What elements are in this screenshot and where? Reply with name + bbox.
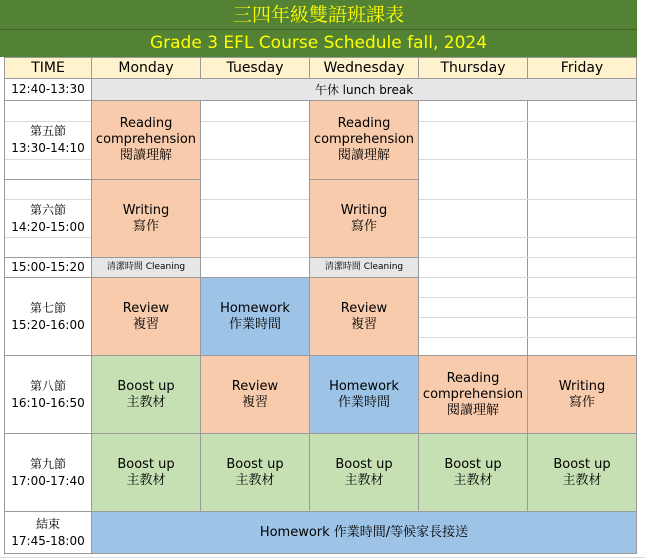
time-period-5 bbox=[4, 100, 92, 180]
period-5-time: 13:30-14:10 bbox=[11, 141, 85, 155]
title-english: Grade 3 EFL Course Schedule fall, 2024 bbox=[0, 30, 637, 57]
subject-zh: 閱讀理解 bbox=[337, 148, 390, 163]
thursday-period-8 bbox=[418, 355, 528, 434]
gridline bbox=[5, 199, 91, 200]
subject-zh: 複習 bbox=[241, 394, 268, 410]
gridline bbox=[419, 257, 636, 258]
gridline bbox=[419, 237, 636, 238]
gridline bbox=[201, 237, 309, 238]
subject-en: Review bbox=[340, 300, 388, 316]
time-cleaning: 15:00-15:20 bbox=[4, 257, 92, 278]
title-chinese: 三四年級雙語班課表 bbox=[0, 0, 637, 30]
gridline bbox=[419, 159, 636, 160]
subject-zh: 主教材 bbox=[235, 472, 275, 488]
header-tuesday: Tuesday bbox=[200, 57, 310, 79]
gridline bbox=[201, 159, 309, 160]
homework-pickup-block: Homework 作業時間/等候家長接送 bbox=[91, 511, 637, 554]
gridline bbox=[419, 199, 636, 200]
gridline bbox=[201, 199, 309, 200]
subject-en: Homework bbox=[220, 300, 290, 316]
wednesday-period-6 bbox=[309, 179, 419, 258]
header-thursday: Thursday bbox=[418, 57, 528, 79]
period-8-time: 16:10-16:50 bbox=[11, 395, 85, 410]
gridline bbox=[5, 159, 91, 160]
gridline bbox=[0, 557, 645, 558]
subject-zh: 作業時間 bbox=[228, 316, 281, 332]
subject-zh: 閱讀理解 bbox=[119, 148, 172, 163]
subject-en: Boost up bbox=[335, 456, 393, 472]
subject-zh: 主教材 bbox=[126, 472, 166, 488]
gridline bbox=[419, 121, 636, 122]
subject-en: Review bbox=[231, 378, 279, 394]
subject-zh: 閱讀理解 bbox=[446, 402, 499, 418]
time-period-6 bbox=[4, 179, 92, 258]
period-8-label: 第八節 bbox=[29, 378, 66, 393]
monday-period-5 bbox=[91, 100, 201, 180]
gridline bbox=[419, 317, 636, 318]
subject-en: Homework bbox=[329, 378, 399, 394]
subject-en: Reading bbox=[337, 116, 391, 131]
subject-zh: 作業時間 bbox=[337, 394, 390, 410]
subject-en: Writing bbox=[122, 202, 170, 218]
tuesday-period-7 bbox=[200, 277, 310, 356]
period-6-time: 14:20-15:00 bbox=[11, 219, 85, 234]
thursday-period-9 bbox=[418, 433, 528, 512]
subject-en: Boost up bbox=[553, 456, 611, 472]
friday-period-9 bbox=[527, 433, 637, 512]
tuesday-period-9 bbox=[200, 433, 310, 512]
subject-en: Writing bbox=[340, 202, 388, 218]
subject-zh: 主教材 bbox=[126, 394, 166, 410]
subject-en: Reading bbox=[119, 116, 173, 131]
subject-zh: 寫作 bbox=[132, 218, 159, 234]
time-period-9 bbox=[4, 433, 92, 512]
monday-period-6 bbox=[91, 179, 201, 258]
monday-period-8 bbox=[91, 355, 201, 434]
subject-en: Boost up bbox=[226, 456, 284, 472]
header-friday: Friday bbox=[527, 57, 637, 79]
gridline bbox=[419, 277, 636, 278]
subject-en: Review bbox=[122, 300, 170, 316]
wednesday-period-8 bbox=[309, 355, 419, 434]
subject-zh: 主教材 bbox=[562, 472, 602, 488]
subject-en-2: comprehension bbox=[313, 132, 415, 147]
subject-en: Reading bbox=[446, 370, 500, 386]
lunch-break: 午休 lunch break bbox=[91, 78, 637, 101]
time-lunch: 12:40-13:30 bbox=[4, 78, 92, 101]
wednesday-period-5 bbox=[309, 100, 419, 180]
monday-cleaning: 清潔時間 Cleaning bbox=[91, 257, 201, 278]
subject-en: Boost up bbox=[117, 378, 175, 394]
gridline bbox=[419, 297, 636, 298]
subject-zh: 複習 bbox=[132, 316, 159, 332]
tuesday-free-block bbox=[200, 100, 310, 278]
period-6-label: 第六節 bbox=[29, 202, 66, 217]
gridline bbox=[419, 337, 636, 338]
period-7-label: 第七節 bbox=[29, 300, 66, 315]
header-wednesday: Wednesday bbox=[309, 57, 419, 79]
time-period-8 bbox=[4, 355, 92, 434]
gridline bbox=[5, 121, 91, 122]
friday-period-8 bbox=[527, 355, 637, 434]
period-9-label: 第九節 bbox=[29, 456, 66, 471]
tuesday-period-8 bbox=[200, 355, 310, 434]
monday-period-9 bbox=[91, 433, 201, 512]
monday-period-7 bbox=[91, 277, 201, 356]
subject-zh: 複習 bbox=[350, 316, 377, 332]
subject-zh: 主教材 bbox=[344, 472, 384, 488]
header-monday: Monday bbox=[91, 57, 201, 79]
end-time: 17:45-18:00 bbox=[11, 533, 85, 548]
subject-en-2: comprehension bbox=[95, 132, 197, 147]
period-9-time: 17:00-17:40 bbox=[11, 473, 85, 488]
gridline bbox=[201, 121, 309, 122]
wednesday-period-7 bbox=[309, 277, 419, 356]
subject-en: Writing bbox=[558, 378, 606, 394]
subject-zh: 寫作 bbox=[568, 394, 595, 410]
subject-en-2: comprehension bbox=[422, 386, 524, 402]
gridline bbox=[201, 257, 309, 258]
wednesday-cleaning: 清潔時間 Cleaning bbox=[309, 257, 419, 278]
period-7-time: 15:20-16:00 bbox=[11, 317, 85, 332]
time-period-7 bbox=[4, 277, 92, 356]
subject-en: Boost up bbox=[444, 456, 502, 472]
period-5-label: 第五節 bbox=[29, 124, 66, 138]
wednesday-period-9 bbox=[309, 433, 419, 512]
subject-en: Boost up bbox=[117, 456, 175, 472]
time-end bbox=[4, 511, 92, 554]
subject-zh: 主教材 bbox=[453, 472, 493, 488]
subject-zh: 寫作 bbox=[350, 218, 377, 234]
end-label: 結束 bbox=[35, 516, 60, 531]
gridline bbox=[5, 237, 91, 238]
header-time: TIME bbox=[4, 57, 92, 79]
